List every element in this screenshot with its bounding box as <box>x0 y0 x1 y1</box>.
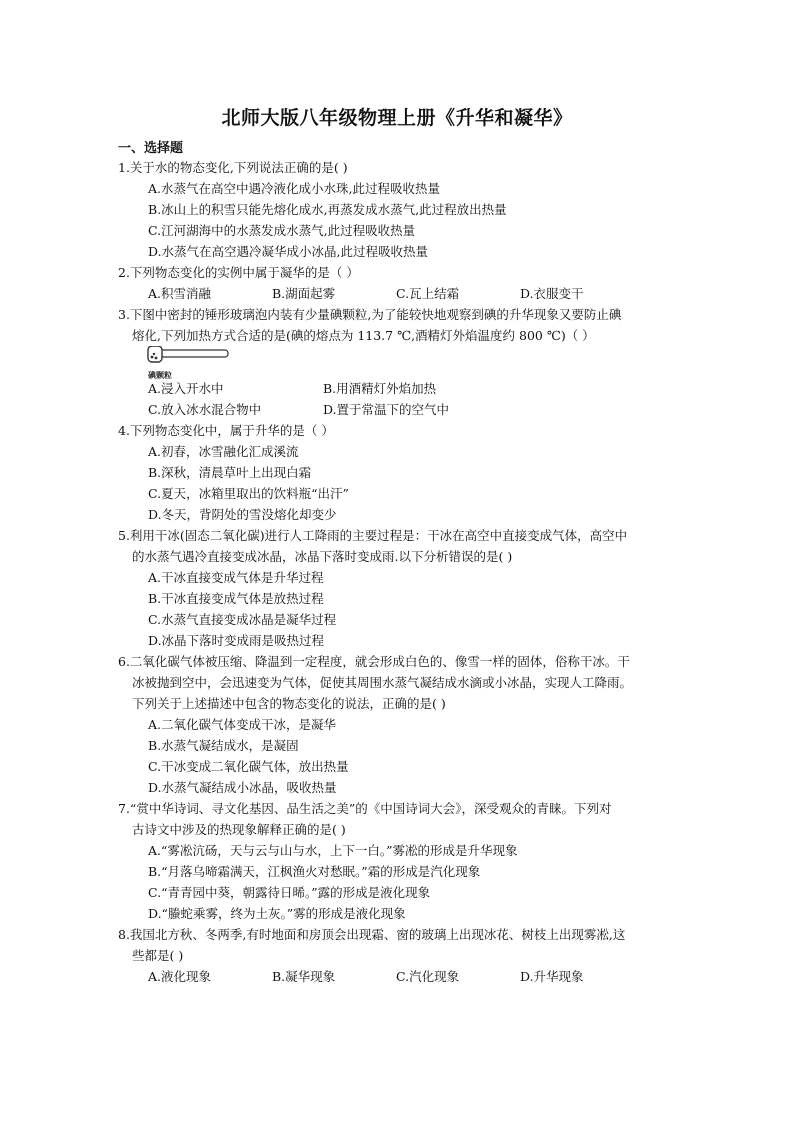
question-3 <box>118 304 708 420</box>
iodine-bulb-figure <box>146 346 236 378</box>
question-stem-line-1: 3.下图中密封的锤形玻璃泡内装有少量碘颗粒,为了能较快地观察到碘的升华现象又要防止碘 <box>118 307 622 322</box>
option-c: C.“青青园中葵，朝露待日晞。”露的形成是液化现象 <box>148 885 431 900</box>
question-stem-line-1: 6.二氧化碳气体被压缩、降温到一定程度，就会形成白色的、像雪一样的固体，俗称干冰。干 <box>118 654 630 669</box>
question-stem: 4.下列物态变化中，属于升华的是（ ） <box>118 423 334 438</box>
document-title: 北师大版八年级物理上册《升华和凝华》 <box>221 107 573 129</box>
option-c: C.水蒸气直接变成冰晶是凝华过程 <box>148 612 337 627</box>
question-stem-line-1: 5.利用干冰(固态二氧化碳)进行人工降雨的主要过程是：干冰在高空中直接变成气体，高空中 <box>118 528 628 543</box>
option-a: A.浸入开水中 <box>148 381 224 396</box>
option-a: A.液化现象 <box>148 969 212 984</box>
option-a: A.水蒸气在高空中遇冷液化成小水珠,此过程吸收热量 <box>148 181 440 196</box>
option-b: B.“月落乌啼霜满天，江枫渔火对愁眠。”霜的形成是汽化现象 <box>148 864 481 879</box>
options-row <box>118 378 708 399</box>
options-row <box>118 966 708 987</box>
question-6 <box>118 651 708 798</box>
option-b: B.干冰直接变成气体是放热过程 <box>148 591 324 606</box>
option-d: D.置于常温下的空气中 <box>323 402 450 417</box>
question-stem: 2.下列物态变化的实例中属于凝华的是（ ） <box>118 265 359 280</box>
question-4 <box>118 420 708 525</box>
iodine-bulb-icon <box>146 346 236 366</box>
option-a: A.积雪消融 <box>148 286 212 301</box>
question-list <box>118 157 708 987</box>
question-stem-line-1: 7.“赏中华诗词、寻文化基因、品生活之美”的《中国诗词大会》，深受观众的青睐。下列对 <box>118 801 612 816</box>
question-8 <box>118 924 708 987</box>
option-b: B.深秋，清晨草叶上出现白霜 <box>148 465 312 480</box>
option-d: D.冰晶下落时变成雨是吸热过程 <box>148 633 325 648</box>
option-a: A.二氧化碳气体变成干冰，是凝华 <box>148 717 337 732</box>
question-5 <box>118 525 708 651</box>
option-b: B.水蒸气凝结成水，是凝固 <box>148 738 299 753</box>
question-stem-line-3: 下列关于上述描述中包含的物态变化的说法，正确的是( ) <box>132 696 446 711</box>
figure-label: 碘颗粒 <box>148 371 172 380</box>
question-stem-line-2: 的水蒸气遇冷直接变成冰晶，冰晶下落时变成雨.以下分析错误的是( ) <box>132 549 513 564</box>
option-c: C.瓦上结霜 <box>396 286 460 301</box>
option-a: A.“雾凇沆砀，天与云与山与水，上下一白。”雾凇的形成是升华现象 <box>148 843 518 858</box>
question-stem-line-2: 古诗文中涉及的热现象解释正确的是( ) <box>132 822 346 837</box>
option-d: D.冬天，背阴处的雪没熔化却变少 <box>148 507 337 522</box>
question-stem-line-1: 8.我国北方秋、冬两季,有时地面和房顶会出现霜、窗的玻璃上出现冰花、树枝上出现雾凇,这 <box>118 927 626 942</box>
question-stem-line-2: 冰被抛到空中，会迅速变为气体，促使其周围水蒸气凝结成水滴或小冰晶，实现人工降雨。 <box>132 675 633 690</box>
option-b: B.凝华现象 <box>272 969 336 984</box>
section-heading: 一、选择题 <box>118 141 184 156</box>
option-d: D.衣服变干 <box>520 286 584 301</box>
option-a: A.干冰直接变成气体是升华过程 <box>148 570 324 585</box>
question-stem-line-2: 些都是( ) <box>132 948 184 963</box>
option-b: B.冰山上的积雪只能先熔化成水,再蒸发成水蒸气,此过程放出热量 <box>148 202 507 217</box>
option-c: C.放入冰水混合物中 <box>148 402 262 417</box>
option-c: C.夏天，冰箱里取出的饮料瓶“出汗” <box>148 486 349 501</box>
options-row <box>118 283 708 304</box>
option-c: C.干冰变成二氧化碳气体，放出热量 <box>148 759 349 774</box>
question-7 <box>118 798 708 924</box>
question-stem: 1.关于水的物态变化,下列说法正确的是( ) <box>118 160 348 175</box>
question-2 <box>118 262 708 304</box>
option-b: B.湖面起雾 <box>272 286 336 301</box>
option-d: D.水蒸气在高空遇冷凝华成小冰晶,此过程吸收热量 <box>148 244 429 259</box>
option-c: C.汽化现象 <box>396 969 460 984</box>
option-b: B.用酒精灯外焰加热 <box>323 381 437 396</box>
option-c: C.江河湖海中的水蒸发成水蒸气,此过程吸收热量 <box>148 223 416 238</box>
question-1 <box>118 157 708 262</box>
question-stem-line-2: 熔化,下列加热方式合适的是(碘的熔点为 113.7 ℃,酒精灯外焰温度约 800 ℃)（ ） <box>132 328 595 343</box>
options-row <box>118 399 708 420</box>
option-d: D.水蒸气凝结成小冰晶，吸收热量 <box>148 780 337 795</box>
option-a: A.初春，冰雪融化汇成溪流 <box>148 444 299 459</box>
option-d: D.升华现象 <box>520 969 584 984</box>
option-d: D.“螣蛇乘雾，终为土灰。”雾的形成是液化现象 <box>148 906 406 921</box>
